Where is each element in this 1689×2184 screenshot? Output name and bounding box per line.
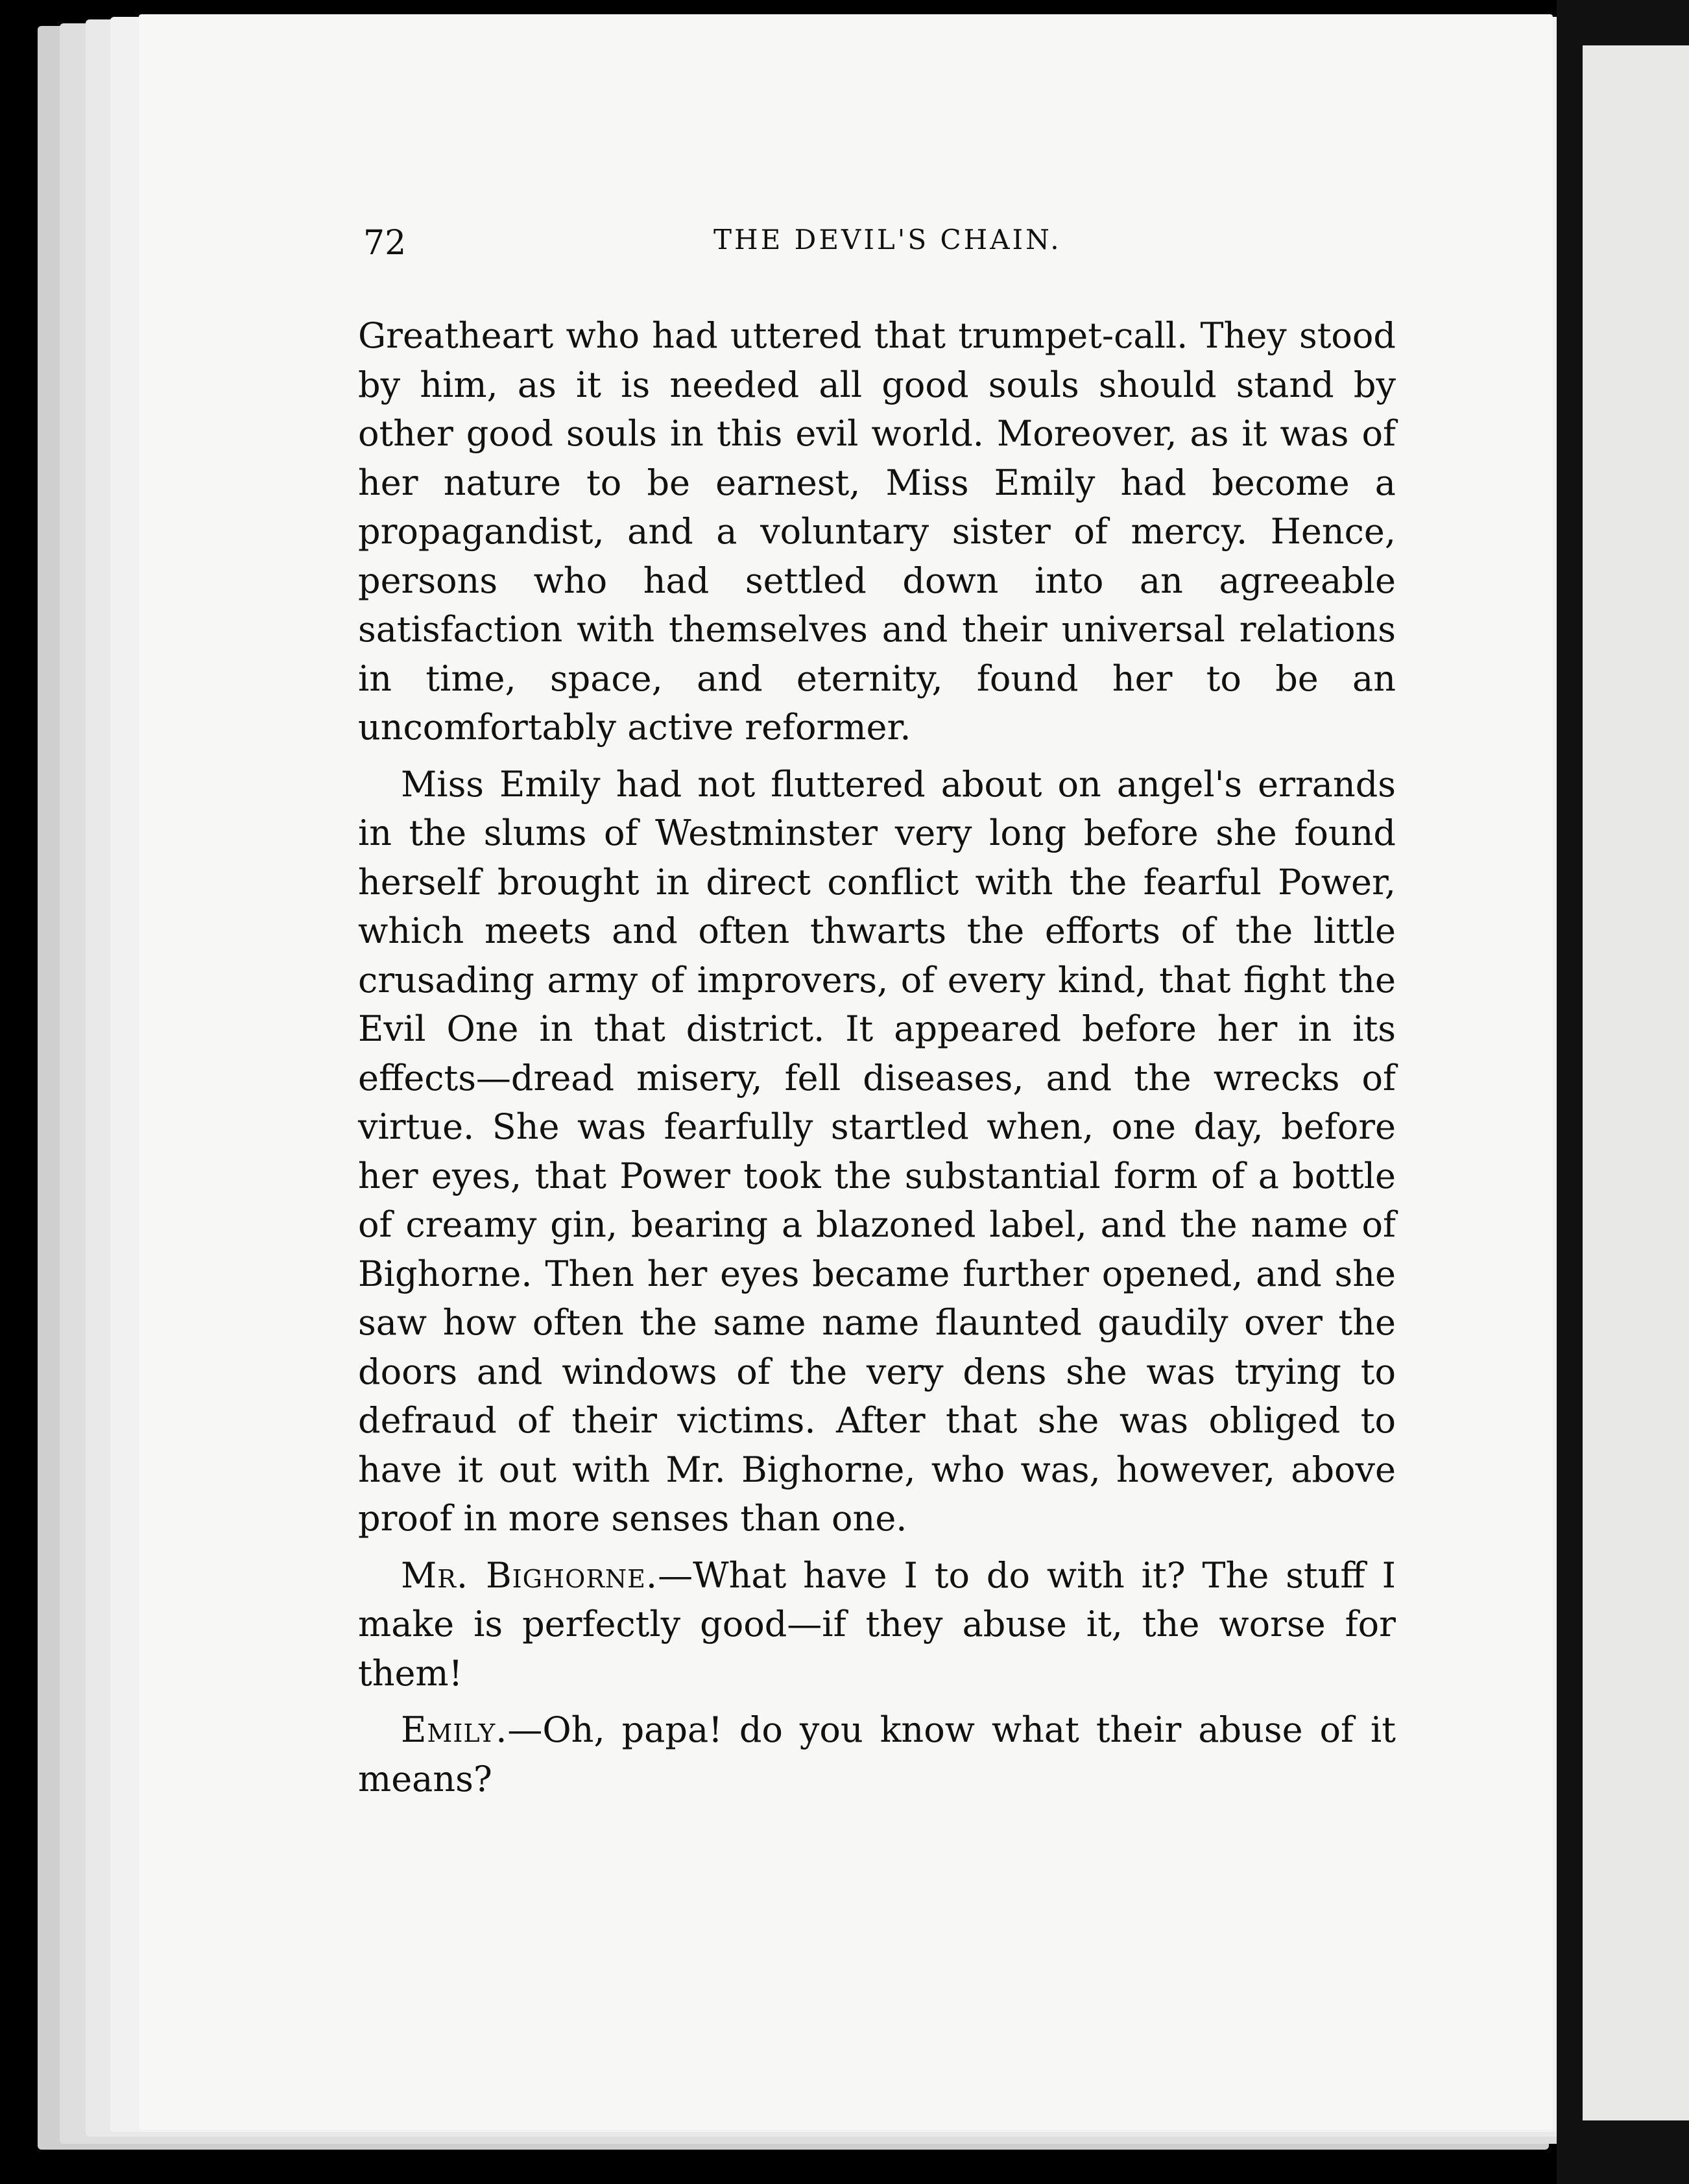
dialogue-paragraph [358,1705,1396,1803]
body-text [358,311,1396,1803]
dialogue-text: —Oh, papa! do you know what their abuse of it means? [358,1709,1396,1799]
speaker-name: Mr. Bighorne. [401,1554,658,1596]
facing-page-edge [1583,45,1689,2120]
dialogue-text: —What have I to do with it? The stuff I make is perfectly good—if they abuse it, the worse for them! [358,1554,1396,1694]
paragraph [358,760,1396,1543]
paragraph-text: Greatheart who had uttered that trumpet-call. They stood by him, as it is needed all good souls should stand by other good souls in this evil world. Moreover, as it was of her nature to be earnest, Miss Emily had become a propagandist, and a voluntary sister of mercy. Hence, persons who had settled down into an agreeable satisfaction with themselves and their universal relations in time, space, and eternity, found her to be an uncomfortably active reformer. [358,315,1396,748]
running-title: THE DEVIL'S CHAIN. [713,224,1062,255]
speaker-name: Emily. [401,1709,508,1750]
paragraph-text: Miss Emily had not fluttered about on angel's errands in the slums of Westminster very long before she found herself brought in direct conflict with the fearful Power, which meets and often thwarts the efforts of the little crusading army of improvers, of every kind, that fight the Evil One in that district. It appeared before her in its effects—dread misery, fell diseases, and the wrecks of virtue. She was fearfully startled when, one day, before her eyes, that Power took the substantial form of a bottle of creamy gin, bearing a blazoned label, and the name of Bighorne. Then her eyes became further opened, and she saw how often the same name flaunted gaudily over the doors and windows of the very dens she was trying to defraud of their victims. After that she was obliged to have it out with Mr. Bighorne, who was, however, above proof in more senses than one. [358,763,1396,1539]
paragraph [358,311,1396,752]
page-number: 72 [363,224,407,263]
dialogue-paragraph [358,1551,1396,1698]
